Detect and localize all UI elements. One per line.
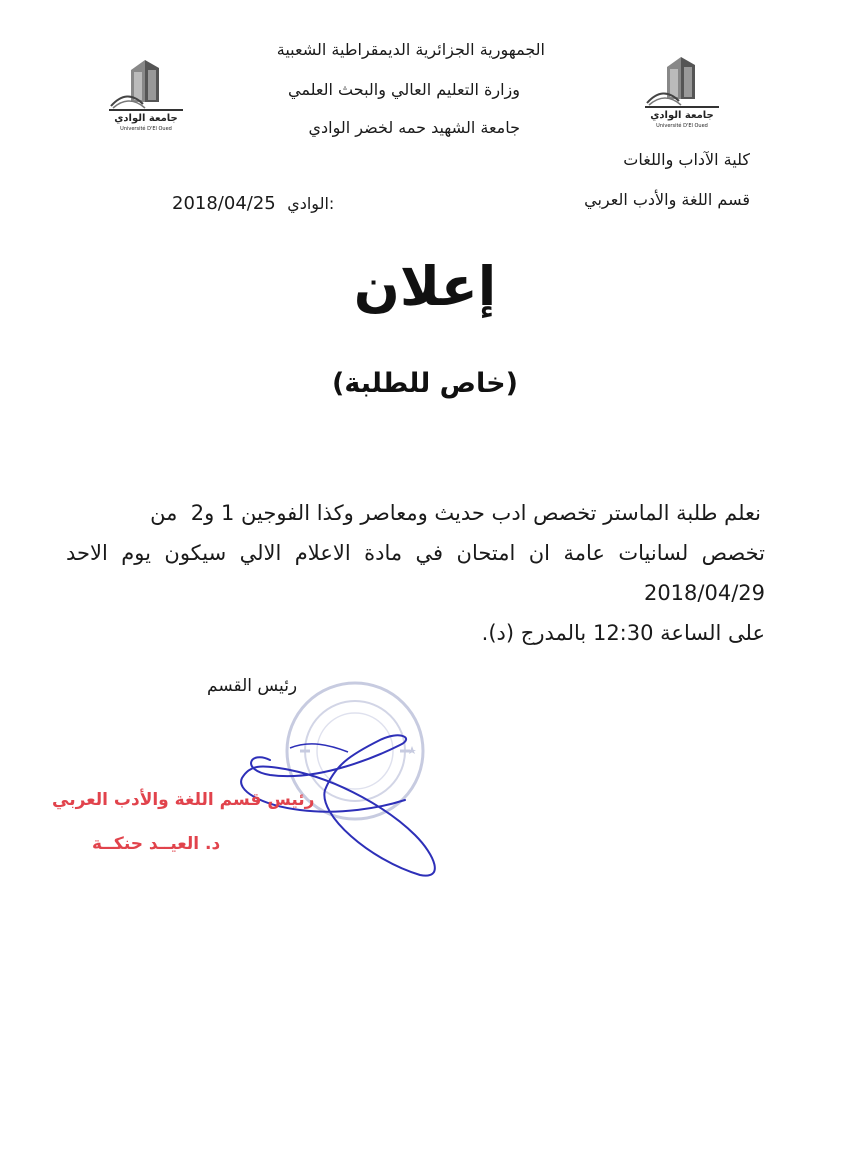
logo-text-fr: Université D'El Oued: [120, 126, 172, 132]
body-line-1: نعلم طلبة الماستر تخصص ادب حديث ومعاصر وكذا الفوجين 1 و2 من: [150, 501, 761, 525]
stamp-name: د. العيــد حنكــة: [92, 834, 221, 854]
faculty-name: كلية الآداب واللغات: [623, 150, 750, 169]
university-logo: [643, 55, 721, 129]
department-head-label: رئيس القسم: [207, 676, 298, 696]
header-ministry: وزارة التعليم العالي والبحث العلمي: [288, 80, 520, 99]
document-date: [172, 193, 334, 214]
date-place: الوادي:: [287, 194, 335, 213]
date-value: 2018/04/25: [172, 193, 276, 214]
announcement-subtitle: (خاص للطلبة): [332, 368, 518, 399]
announcement-body: [66, 493, 765, 653]
body-line-3: على الساعة 12:30 بالمدرج (د).: [481, 621, 765, 645]
announcement-title: إعلان: [353, 255, 497, 318]
university-logo-left: [107, 58, 185, 132]
header-republic: الجمهورية الجزائرية الديمقراطية الشعبية: [276, 40, 545, 59]
department-name: قسم اللغة والأدب العربي: [584, 190, 750, 209]
body-line-2: تخصص لسانيات عامة ان امتحان في مادة الاعلام الالي سيكون يوم الاحد 2018/04/29: [66, 541, 765, 605]
exam-time: 12:30: [592, 621, 654, 645]
header-university: جامعة الشهيد حمه لخضر الوادي: [308, 118, 520, 137]
stamp-title: رئيس قسم اللغة والأدب العربي: [52, 790, 315, 810]
logo-text-ar: جامعة الوادي: [114, 113, 178, 124]
logo-text-fr: Université D'El Oued: [656, 123, 708, 129]
exam-date: 2018/04/29: [643, 581, 765, 605]
logo-text-ar: جامعة الوادي: [650, 110, 714, 121]
